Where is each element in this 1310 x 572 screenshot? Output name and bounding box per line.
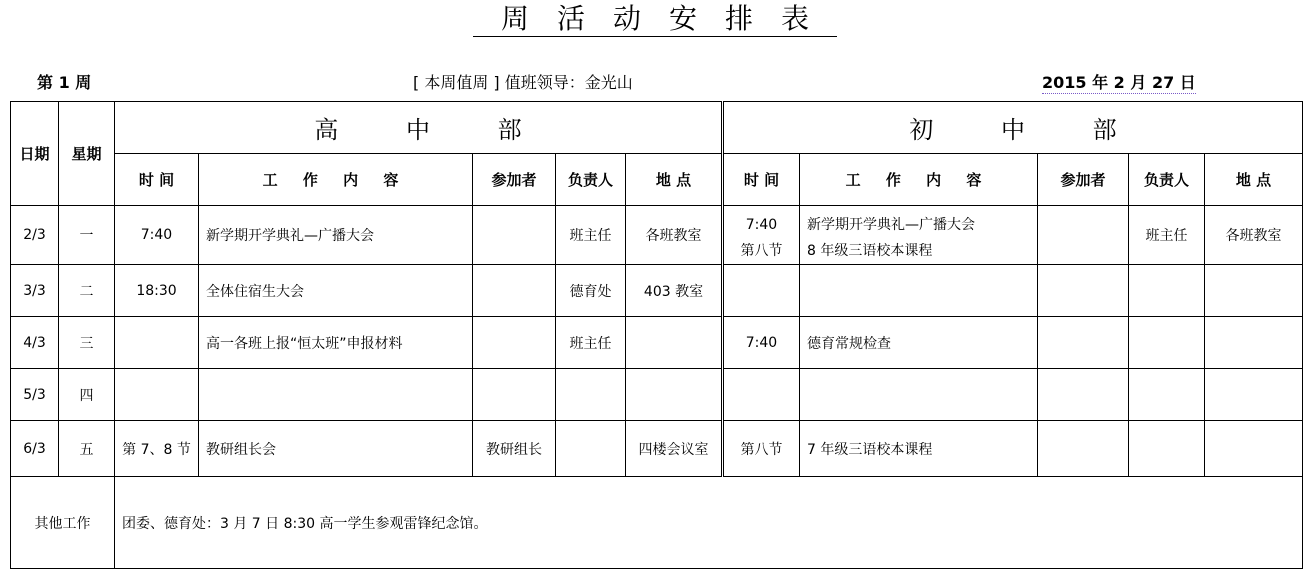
other-work-text: 团委、德育处：3 月 7 日 8:30 高一学生参观雷锋纪念馆。 bbox=[115, 477, 1303, 569]
senior-leader-cell: 班主任 bbox=[556, 317, 626, 369]
senior-time-header: 时 间 bbox=[115, 154, 199, 206]
junior-content-cell: 新学期开学典礼—广播大会 8 年级三语校本课程 bbox=[800, 206, 1038, 265]
senior-participants-cell: 教研组长 bbox=[473, 421, 556, 477]
duty-leader: [ 本周值周 ] 值班领导：金光山 bbox=[413, 73, 633, 92]
junior-leader-cell bbox=[1129, 317, 1205, 369]
junior-participants-cell bbox=[1038, 317, 1129, 369]
junior-place-cell bbox=[1205, 369, 1303, 421]
table-row bbox=[11, 421, 1303, 477]
schedule-date: 2015 年 2 月 27 日 bbox=[1042, 70, 1196, 94]
junior-content-cell bbox=[800, 265, 1038, 317]
junior-section-label: 初 中 部 bbox=[909, 116, 1147, 144]
senior-content-cell: 高一各班上报“恒太班”申报材料 bbox=[199, 317, 473, 369]
senior-place-cell bbox=[626, 369, 723, 421]
senior-leader-cell: 班主任 bbox=[556, 206, 626, 265]
date-cell: 5/3 bbox=[11, 369, 59, 421]
senior-participants-cell bbox=[473, 206, 556, 265]
junior-participants-cell bbox=[1038, 206, 1129, 265]
other-work-row bbox=[11, 477, 1303, 569]
junior-section-header bbox=[723, 102, 1303, 154]
senior-time-cell bbox=[115, 317, 199, 369]
date-cell: 3/3 bbox=[11, 265, 59, 317]
weekday-cell: 二 bbox=[59, 265, 115, 317]
table-row bbox=[11, 369, 1303, 421]
senior-content-cell: 全体住宿生大会 bbox=[199, 265, 473, 317]
senior-section-label: 高 中 部 bbox=[314, 116, 552, 144]
junior-place-cell bbox=[1205, 317, 1303, 369]
title-text: 周活动安排表 bbox=[473, 2, 837, 37]
date-cell: 4/3 bbox=[11, 317, 59, 369]
junior-participants-cell bbox=[1038, 265, 1129, 317]
weekday-cell: 三 bbox=[59, 317, 115, 369]
senior-place-cell bbox=[626, 317, 723, 369]
junior-time-cell: 7:40 bbox=[723, 317, 800, 369]
senior-place-cell: 403 教室 bbox=[626, 265, 723, 317]
senior-participants-header: 参加者 bbox=[473, 154, 556, 206]
weekday-cell: 五 bbox=[59, 421, 115, 477]
junior-leader-cell bbox=[1129, 265, 1205, 317]
junior-content-cell: 7 年级三语校本课程 bbox=[800, 421, 1038, 477]
junior-time-cell bbox=[723, 265, 800, 317]
senior-participants-cell bbox=[473, 317, 556, 369]
header-row-2 bbox=[11, 154, 1303, 206]
junior-place-cell: 各班教室 bbox=[1205, 206, 1303, 265]
table-row bbox=[11, 206, 1303, 265]
schedule-table bbox=[10, 101, 1303, 569]
junior-leader-header: 负责人 bbox=[1129, 154, 1205, 206]
junior-time-header: 时 间 bbox=[723, 154, 800, 206]
col-date-header: 日期 bbox=[11, 102, 59, 206]
week-number: 第 1 周 bbox=[37, 73, 92, 92]
senior-content-cell: 新学期开学典礼—广播大会 bbox=[199, 206, 473, 265]
weekday-cell: 四 bbox=[59, 369, 115, 421]
junior-time-cell bbox=[723, 369, 800, 421]
junior-participants-cell bbox=[1038, 421, 1129, 477]
junior-leader-cell bbox=[1129, 369, 1205, 421]
date-cell: 6/3 bbox=[11, 421, 59, 477]
senior-content-cell: 教研组长会 bbox=[199, 421, 473, 477]
junior-leader-cell: 班主任 bbox=[1129, 206, 1205, 265]
other-work-label: 其他工作 bbox=[11, 477, 115, 569]
senior-place-cell: 四楼会议室 bbox=[626, 421, 723, 477]
header-row-1 bbox=[11, 102, 1303, 154]
junior-content-header: 工 作 内 容 bbox=[800, 154, 1038, 206]
junior-leader-cell bbox=[1129, 421, 1205, 477]
senior-participants-cell bbox=[473, 265, 556, 317]
col-weekday-header: 星期 bbox=[59, 102, 115, 206]
junior-place-header: 地 点 bbox=[1205, 154, 1303, 206]
senior-participants-cell bbox=[473, 369, 556, 421]
weekday-cell: 一 bbox=[59, 206, 115, 265]
senior-leader-header: 负责人 bbox=[556, 154, 626, 206]
senior-place-header: 地 点 bbox=[626, 154, 723, 206]
junior-time-cell: 7:40 第八节 bbox=[723, 206, 800, 265]
junior-content-cell: 德育常规检查 bbox=[800, 317, 1038, 369]
senior-leader-cell bbox=[556, 369, 626, 421]
senior-time-cell: 18:30 bbox=[115, 265, 199, 317]
junior-time-cell: 第八节 bbox=[723, 421, 800, 477]
table-row bbox=[11, 265, 1303, 317]
table-row bbox=[11, 317, 1303, 369]
senior-time-cell bbox=[115, 369, 199, 421]
junior-place-cell bbox=[1205, 421, 1303, 477]
date-cell: 2/3 bbox=[11, 206, 59, 265]
senior-place-cell: 各班教室 bbox=[626, 206, 723, 265]
junior-place-cell bbox=[1205, 265, 1303, 317]
senior-leader-cell bbox=[556, 421, 626, 477]
senior-leader-cell: 德育处 bbox=[556, 265, 626, 317]
page-title bbox=[0, 2, 1310, 37]
junior-participants-header: 参加者 bbox=[1038, 154, 1129, 206]
senior-content-header: 工 作 内 容 bbox=[199, 154, 473, 206]
senior-time-cell: 7:40 bbox=[115, 206, 199, 265]
senior-time-cell: 第 7、8 节 bbox=[115, 421, 199, 477]
senior-section-header bbox=[115, 102, 723, 154]
junior-participants-cell bbox=[1038, 369, 1129, 421]
senior-content-cell bbox=[199, 369, 473, 421]
junior-content-cell bbox=[800, 369, 1038, 421]
